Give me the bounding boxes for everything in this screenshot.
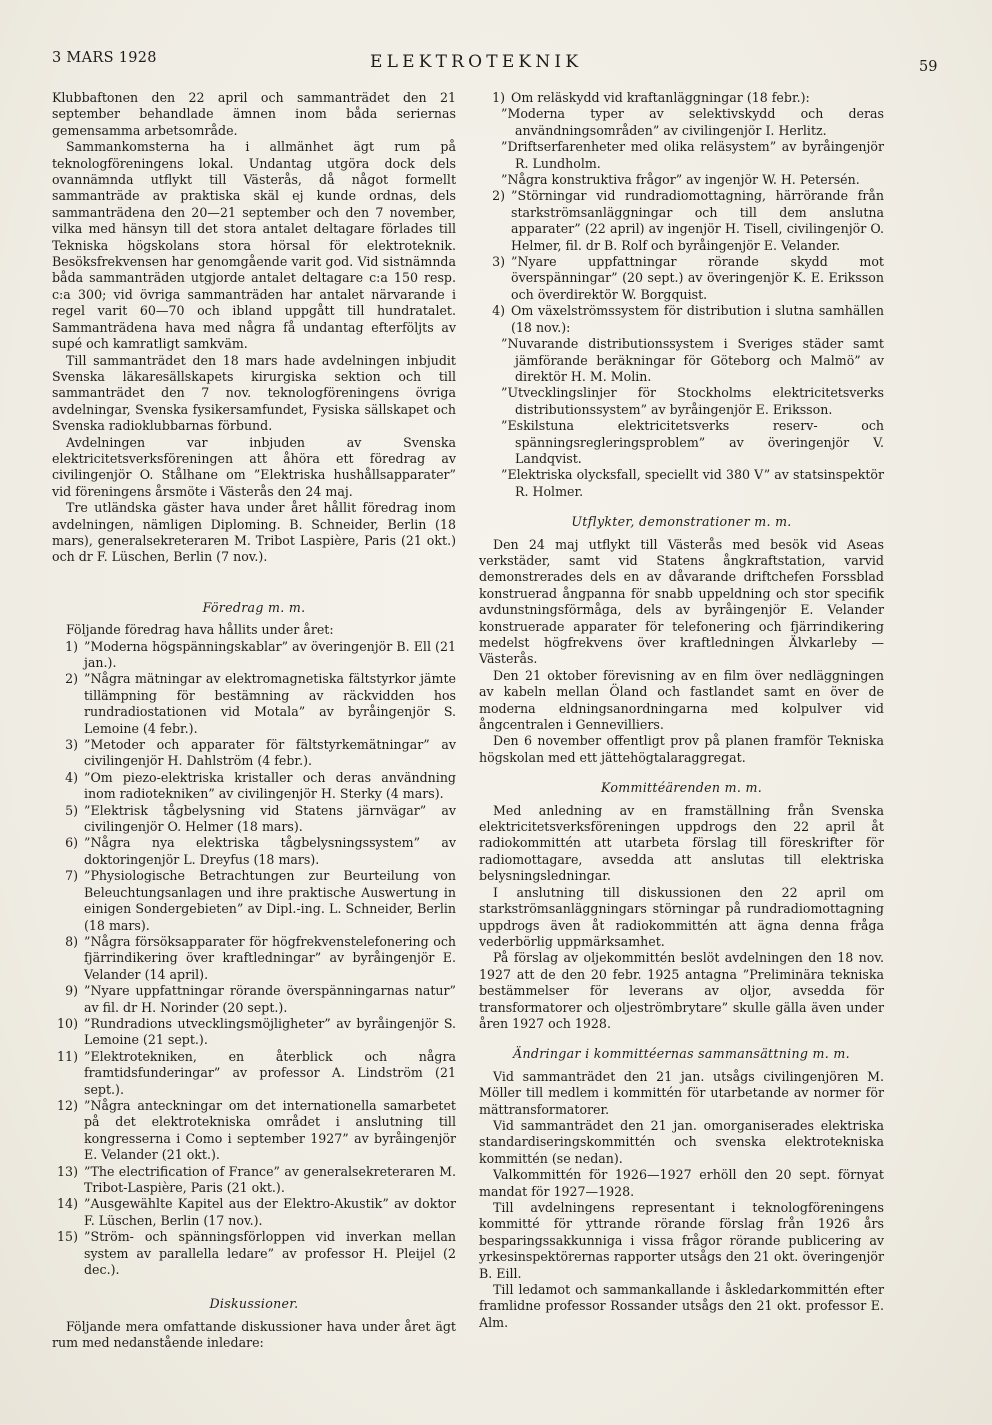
item-text: ”Moderna högspänningskablar” av överingenjör B. Ell (21 jan.).	[84, 638, 456, 670]
item-text: ”Om piezo-elektriska kristaller och deras användning inom radiotekniken” av civilingenjör H. Sterky (4 mars).	[84, 769, 456, 802]
item-text: ”The electrification of France” av generalsekreteraren M. Tribot-Laspière, Paris (21 okt.).	[84, 1163, 456, 1195]
paragraph: Avdelningen var inbjuden av Svenska elektricitetsverksföreningen att åhöra ett föredrag av civilingenjör O. Stålhane om ”Elektriska hushållsapparater” vid föreningens årsmöte i Västerås den 24 maj.	[52, 434, 456, 499]
list-item	[52, 1229, 456, 1278]
list-item	[52, 803, 456, 836]
section-heading-committee: Kommittéärenden m. m.	[600, 780, 763, 796]
list-item	[52, 1016, 456, 1049]
item-text: ”Ström- och spänningsförloppen vid inverkan mellan system av parallella ledare” av professor H. Pleijel (2 dec.).	[84, 1229, 456, 1278]
paragraph: Valkommittén för 1926—1927 erhöll den 20 sept. förnyat mandat för 1927—1928.	[479, 1167, 884, 1199]
list-item	[52, 737, 456, 770]
paragraph: Vid sammanträdet den 21 jan. utsågs civilingenjören M. Möller till medlem i kommittén för utarbetande av normer för mättransformatorer.	[479, 1068, 884, 1117]
item-text: ”Rundradions utvecklingsmöjligheter” av byråingenjör S. Lemoine (21 sept.).	[84, 1015, 456, 1048]
discussion-subitem: ”Moderna typer av selektivskydd och deras användningsområden” av civilingenjör I. Herlitz.	[501, 106, 884, 138]
paragraph: Till avdelningens representant i teknologföreningens kommitté för yttrande rörande förslag från 1926 års besparingssakkunniga i vissa frågor rörande publicering av yrkesinspektörernas rapporter utsågs den 21 okt. överingenjör B. Eill.	[479, 1200, 884, 1281]
item-number: 8)	[65, 933, 78, 949]
list-item	[52, 770, 456, 803]
item-text: ”Några mätningar av elektromagnetiska fältstyrkor jämte tillämpning för bestämning av räckvidden hos rundradiostationen vid Motala” av byråingenjör S. Lemoine (4 febr.).	[84, 671, 456, 736]
item-text: ”Störningar vid rundradiomottagning, härrörande från starkströmsanläggningar och till dem anslutna apparater” (22 april) av ingenjör H. Tisell, civilingenjör O. Helmer, fil. dr B. Rolf och byråingenjör E. Velander.	[511, 188, 884, 253]
item-number: 10)	[57, 1015, 78, 1031]
header-journal-title: ELEKTROTEKNIK	[370, 52, 583, 72]
discussion-subitem: ”Nuvarande distributionssystem i Sveriges städer samt jämförande beräkningar för Göteborg och Malmö” av direktör H. M. Molin.	[501, 336, 884, 384]
right-column	[479, 90, 884, 1331]
paragraph: Till sammanträdet den 18 mars hade avdelningen inbjudit Svenska läkaresällskapets kirurgiska sektion och till sammanträdet den 7 nov. teknologföreningens övriga avdelningar, Svenska fysikersamfundet, Fysiska sällskapet och Svenska radioklubbarnas förbund.	[52, 352, 456, 434]
item-text: ”Några försöksapparater för högfrekvenstelefonering och fjärrindikering över kraftledningar” av byråingenjör E. Velander (14 april).	[84, 933, 456, 982]
item-number: 3)	[492, 254, 505, 270]
item-text: ”Nyare uppfattningar rörande överspänningarnas natur” av fil. dr H. Norinder (20 sept.).	[84, 983, 456, 1015]
item-number: 1)	[492, 90, 505, 105]
item-text: ”Physiologische Betrachtungen zur Beurteilung von Beleuchtungsanlagen und ihre praktische Auswertung in einigen Sondergebieten” av Dipl.-ing. L. Schneider, Berlin (18 mars).	[84, 868, 456, 933]
list-item	[52, 1098, 456, 1164]
list-item	[52, 639, 456, 672]
list-item	[52, 983, 456, 1016]
item-text: ”Några nya elektriska tågbelysningssystem” av doktoringenjör L. Dreyfus (18 mars).	[84, 835, 456, 867]
item-text: Om växelströmssystem för distribution i slutna samhällen (18 nov.):	[511, 303, 884, 335]
discussion-item	[479, 90, 884, 106]
list-item	[52, 671, 456, 737]
discussion-item	[479, 303, 884, 336]
item-text: ”Nyare uppfattningar rörande skydd mot överspänningar” (20 sept.) av överingenjör K. E. Eriksson och överdirektör W. Borgquist.	[511, 254, 884, 302]
paragraph: Den 6 november offentligt prov på planen framför Tekniska högskolan med ett jättehögtalaraggregat.	[479, 733, 884, 765]
section-heading-discussions: Diskussioner.	[209, 1296, 299, 1312]
item-number: 4)	[65, 769, 78, 785]
list-item	[52, 1196, 456, 1229]
discussion-subitem: ”Några konstruktiva frågor” av ingenjör W. H. Petersén.	[501, 172, 860, 188]
list-item	[52, 835, 456, 868]
item-text: ”Metoder och apparater för fältstyrkemätningar” av civilingenjör H. Dahlström (4 febr.).	[84, 737, 456, 769]
item-number: 13)	[57, 1163, 78, 1179]
item-text: Om reläskydd vid kraftanläggningar (18 febr.):	[511, 90, 810, 105]
item-number: 15)	[57, 1229, 78, 1245]
item-number: 9)	[65, 983, 78, 999]
lecture-list	[52, 639, 456, 1279]
item-text: ”Några anteckningar om det internationella samarbetet på det elektrotekniska området i anslutning till kongresserna i Como i september 1927” av byråingenjör E. Velander (21 okt.).	[84, 1097, 456, 1163]
list-item	[52, 868, 456, 934]
item-number: 11)	[57, 1048, 78, 1064]
section-heading-lectures: Föredrag m. m.	[202, 599, 306, 615]
item-number: 14)	[57, 1196, 78, 1212]
list-item	[52, 1164, 456, 1197]
item-number: 4)	[492, 303, 505, 319]
paragraph: På förslag av oljekommittén beslöt avdelningen den 18 nov. 1927 att de den 20 febr. 1925 antagna ”Preliminära tekniska bestämmelser för leverans av oljor, avsedda för transformatorer och oljeströmbrytare” skulle gälla även under åren 1927 och 1928.	[479, 950, 884, 1031]
paragraph: Den 24 maj utflykt till Västerås med besök vid Aseas verkstäder, samt vid Statens ångkraftstation, varvid demonstrerades dels en av dåvarande driftchefen Forssblad konstruerad ångpanna för snabb uppeldning och stor specifik avdunstningsförmåga, dels av byråingenjör E. Velander konstruerade apparater för telefonering och fjärrindikering medelst högfrekvens över kraftledningen Älvkarleby —Västerås.	[479, 536, 884, 667]
paragraph: Tre utländska gäster hava under året hållit föredrag inom avdelningen, nämligen Diploming. B. Schneider, Berlin (18 mars), generalsekreteraren M. Tribot Laspière, Paris (21 okt.) och dr F. Lüschen, Berlin (7 nov.).	[52, 500, 456, 565]
item-number: 7)	[65, 868, 78, 884]
paragraph: Sammankomsterna ha i allmänhet ägt rum på teknologföreningens lokal. Undantag utgöra dock dels ovannämnda utflykt till Västerås, då något formellt sammanträde av praktiska skäl ej kunde ordnas, dels sammanträdena den 20—21 september och den 7 november, vilka med hänsyn till det stora antalet deltagare förlades till Tekniska högskolans stora hörsal för elektroteknik. Besöksfrekvensen har genomgående varit god. Vid sistnämnda båda sammanträden utgjorde antalet deltagare c:a 150 resp. c:a 300; vid övriga sammanträden har antalet närvarande i regel varit 60—70 och ibland uppgått till hundratalet. Sammanträdena hava med några få undantag efterföljts av supé och kamratligt samkväm.	[52, 139, 456, 352]
item-number: 3)	[65, 737, 78, 753]
item-number: 2)	[492, 188, 505, 204]
discussion-subitem: ”Driftserfarenheter med olika reläsystem” av byråingenjör R. Lundholm.	[501, 139, 884, 171]
section-heading-excursions: Utflykter, demonstrationer m. m.	[571, 514, 792, 530]
paragraph: Med anledning av en framställning från Svenska elektricitetsverksföreningen uppdrogs den 22 april åt radiokommittén att utarbeta förslag till föreskrifter för radiomottagare, avsedda att anslutas till elektriska belysningsledningar.	[479, 802, 884, 884]
list-item	[52, 1049, 456, 1098]
paragraph: Klubbaftonen den 22 april och sammanträdet den 21 september behandlade ämnen inom båda seriernas gemensamma arbetsområde.	[52, 90, 456, 138]
discussion-subitem: ”Utvecklingslinjer för Stockholms elektricitetsverks distributionssystem” av byråingenjör E. Eriksson.	[501, 385, 884, 417]
header-page-number: 59	[919, 59, 938, 75]
list-item	[52, 934, 456, 983]
discussion-item	[479, 188, 884, 254]
item-text: ”Elektrisk tågbelysning vid Statens järnvägar” av civilingenjör O. Helmer (18 mars).	[84, 802, 456, 835]
paragraph: Den 21 oktober förevisning av en film över nedläggningen av kabeln mellan Öland och fastlandet samt en över de moderna eldningsanordningarna med kolpulver vid ångcentralen i Gennevilliers.	[479, 667, 884, 733]
discussion-item	[479, 254, 884, 303]
paragraph: Till ledamot och sammankallande i åskledarkommittén efter framlidne professor Rossander utsågs den 21 okt. professor E. Alm.	[479, 1282, 884, 1330]
paragraph: Vid sammanträdet den 21 jan. omorganiserades elektriska standardiseringskommittén och svenska elektrotekniska kommittén (se nedan).	[479, 1117, 884, 1166]
discussion-subitem: ”Eskilstuna elektricitetsverks reserv- och spänningsregleringsproblem” av överingenjör V. Landqvist.	[501, 418, 884, 466]
item-number: 5)	[65, 802, 78, 818]
header-date: 3 MARS 1928	[52, 50, 157, 66]
section-heading-changes: Ändringar i kommittéernas sammansättning m. m.	[513, 1046, 850, 1062]
paragraph: I anslutning till diskussionen den 22 april om starkströmsanläggningars störningar på rundradiomottagning uppdrogs även åt radiokommittén att ägna denna fråga vederbörlig uppmärksamhet.	[479, 884, 884, 949]
discussion-subitem: ”Elektriska olycksfall, speciellt vid 380 V” av statsinspektör R. Holmer.	[501, 467, 884, 499]
item-text: ”Elektrotekniken, en återblick och några framtidsfunderingar” av professor A. Lindström (21 sept.).	[84, 1048, 456, 1097]
paragraph: Följande föredrag hava hållits under året:	[66, 622, 334, 638]
item-number: 12)	[57, 1097, 78, 1113]
left-column	[52, 90, 456, 1352]
item-number: 1)	[65, 638, 78, 654]
paragraph: Följande mera omfattande diskussioner hava under året ägt rum med nedanstående inledare:	[52, 1318, 456, 1351]
item-text: ”Ausgewählte Kapitel aus der Elektro-Akustik” av doktor F. Lüschen, Berlin (17 nov.).	[84, 1196, 456, 1228]
item-number: 6)	[65, 835, 78, 851]
item-number: 2)	[65, 671, 78, 687]
